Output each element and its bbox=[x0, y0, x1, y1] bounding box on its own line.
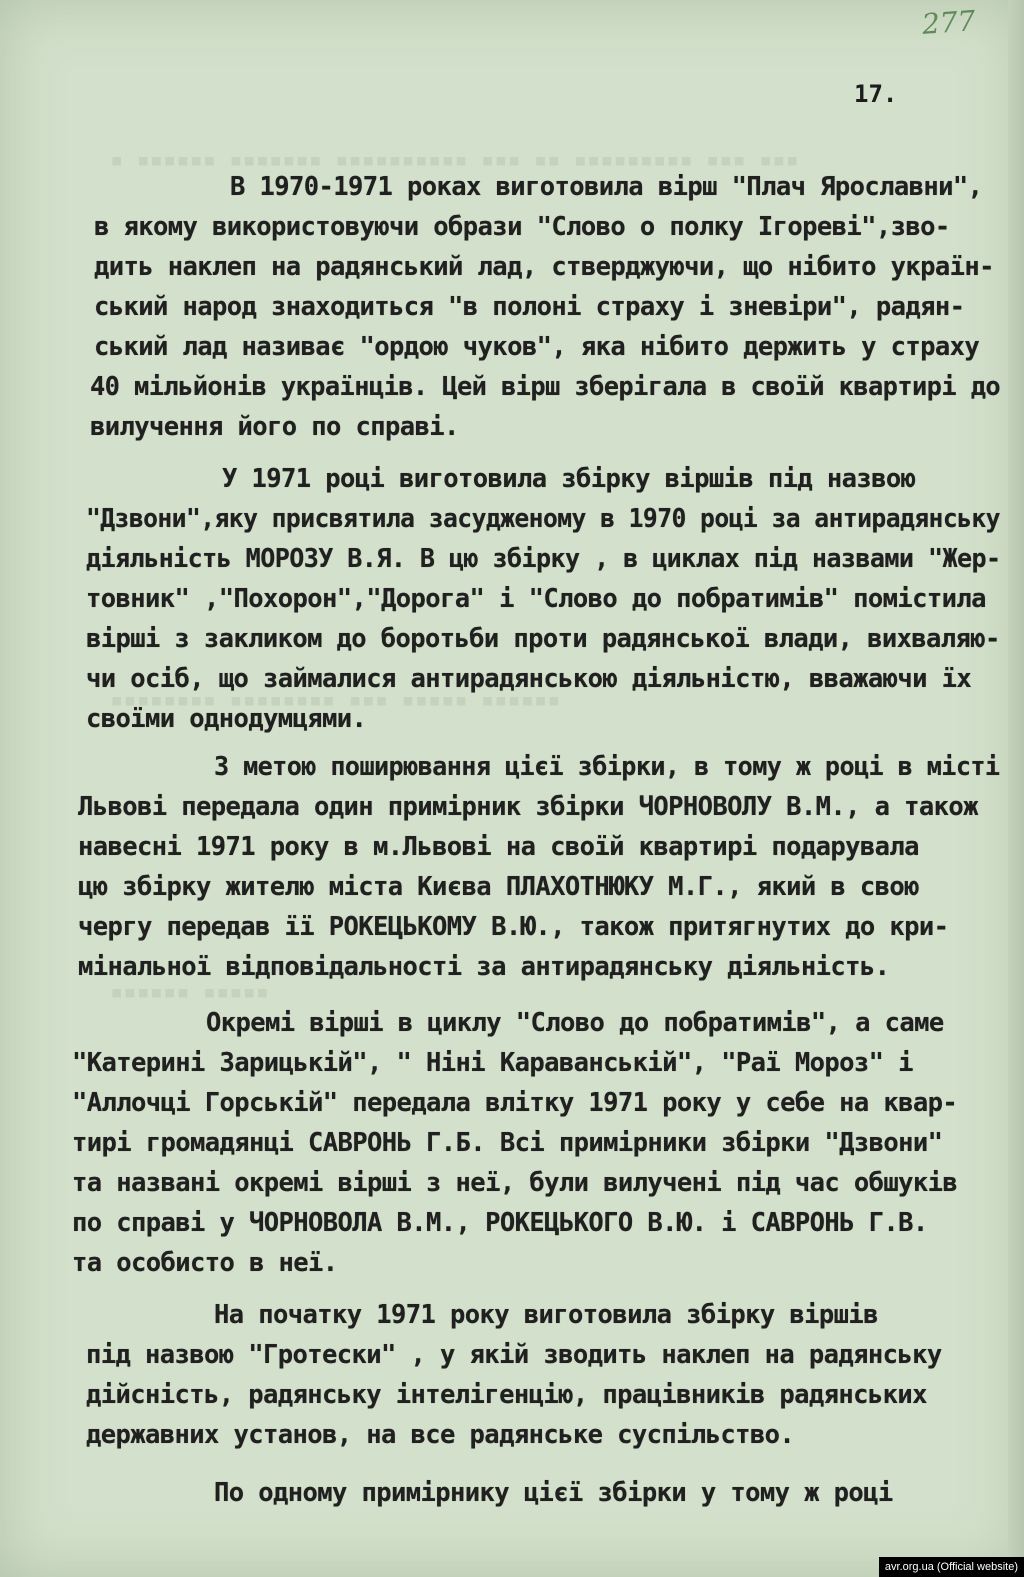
text-line: навесні 1971 року в м.Львові на своїй квартирі подарувала bbox=[78, 832, 919, 862]
text-line: ський лад називає "ордою чуков", яка нібито держить у страху bbox=[94, 332, 980, 362]
page-number: 17. bbox=[854, 80, 898, 108]
text-line: чергу передав її РОКЕЦЬКОМУ В.Ю., також притягнутих до кри- bbox=[78, 912, 949, 942]
text-line: Львові передала один примірник збірки ЧОРНОВОЛУ В.М., а також bbox=[78, 792, 978, 822]
page-binding-edge bbox=[1008, 0, 1024, 1577]
text-line: тирі громадянці САВРОНЬ Г.Б. Всі примірники збірки "Дзвони" bbox=[72, 1128, 943, 1158]
text-line: державних установ, на все радянське суспільство. bbox=[86, 1420, 795, 1450]
text-line: З метою поширювання цієї збірки, в тому ж році в місті bbox=[214, 752, 1000, 782]
text-line: дить наклеп на радянський лад, стверджуючи, що нібито україн- bbox=[94, 252, 994, 282]
text-line: чи осіб, що займалися антирадянською діяльністю, вважаючи їх bbox=[86, 664, 972, 694]
text-line: дійсність, радянську інтелігенцію, працівників радянських bbox=[86, 1380, 927, 1410]
text-line: товник" ,"Похорон","Дорога" і "Слово до побратимів" помістила bbox=[86, 584, 986, 614]
text-line: "Дзвони",яку присвятила засудженому в 1970 році за антирадянську bbox=[86, 504, 1000, 534]
text-line: вірші з закликом до боротьби проти радянської влади, вихваляю- bbox=[86, 624, 1000, 654]
text-line: "Аллочці Горській" передала влітку 1971 року у себе на квар- bbox=[72, 1088, 958, 1118]
text-line: "Катерині Зарицькій", " Ніні Караванській", "Раї Мороз" і bbox=[72, 1048, 913, 1078]
text-line: У 1971 році виготовила збірку віршів під назвою bbox=[222, 464, 916, 494]
text-line: На початку 1971 року виготовила збірку віршів bbox=[214, 1300, 878, 1330]
text-line: мінальної відповідальності за антирадянську діяльність. bbox=[78, 952, 890, 982]
text-line: Окремі вірші в циклу "Слово до побратимів", а саме bbox=[206, 1008, 944, 1038]
text-line: в якому використовуючи образи "Слово о полку Ігореві",зво- bbox=[94, 212, 950, 242]
text-line: ський народ знаходиться "в полоні страху і зневіри", радян- bbox=[94, 292, 965, 322]
text-line: По одному примірнику цієї збірки у тому ж році bbox=[214, 1478, 893, 1508]
text-line: В 1970-1971 роках виготовила вірш "Плач Ярославни", bbox=[230, 172, 983, 202]
text-line: та названі окремі вірші з неї, були вилучені під час обшуків bbox=[72, 1168, 958, 1198]
bleed-through-text: ▪▪▪▪▪▪ ▪▪▪▪▪ bbox=[110, 980, 269, 1005]
text-line: 40 мільйонів українців. Цей вірш зберігала в своїй квартирі до bbox=[90, 372, 1001, 402]
archive-folio-number: 277 bbox=[920, 4, 977, 41]
text-line: своїми однодумцями. bbox=[86, 704, 367, 734]
bleed-through-text: ▪▪▪▪▪▪▪▪ ▪▪▪▪▪▪▪▪ ▪▪▪ ▪▪▪▪▪ ▪▪▪▪▪▪ bbox=[110, 688, 561, 713]
text-line: діяльність МОРОЗУ В.Я. В цю збірку , в циклах під назвами "Жер- bbox=[86, 544, 1001, 574]
bleed-through-text: ▪ ▪▪▪▪▪▪ ▪▪▪▪▪▪▪ ▪▪▪▪▪▪▪▪▪▪ ▪▪▪ ▪▪ ▪▪▪▪▪▪▪▪▪ ▪▪▪ ▪▪▪ bbox=[110, 148, 799, 173]
source-watermark: avr.org.ua (Official website) bbox=[879, 1557, 1024, 1577]
text-line: та особисто в неї. bbox=[72, 1248, 338, 1278]
text-line: цю збірку жителю міста Києва ПЛАХОТНЮКУ М.Г., який в свою bbox=[78, 872, 919, 902]
text-line: під назвою "Гротески" , у якій зводить наклеп на радянську bbox=[86, 1340, 942, 1370]
text-line: по справі у ЧОРНОВОЛА В.М., РОКЕЦЬКОГО В.Ю. і САВРОНЬ Г.В. bbox=[72, 1208, 928, 1238]
text-line: вилучення його по справі. bbox=[90, 412, 459, 442]
